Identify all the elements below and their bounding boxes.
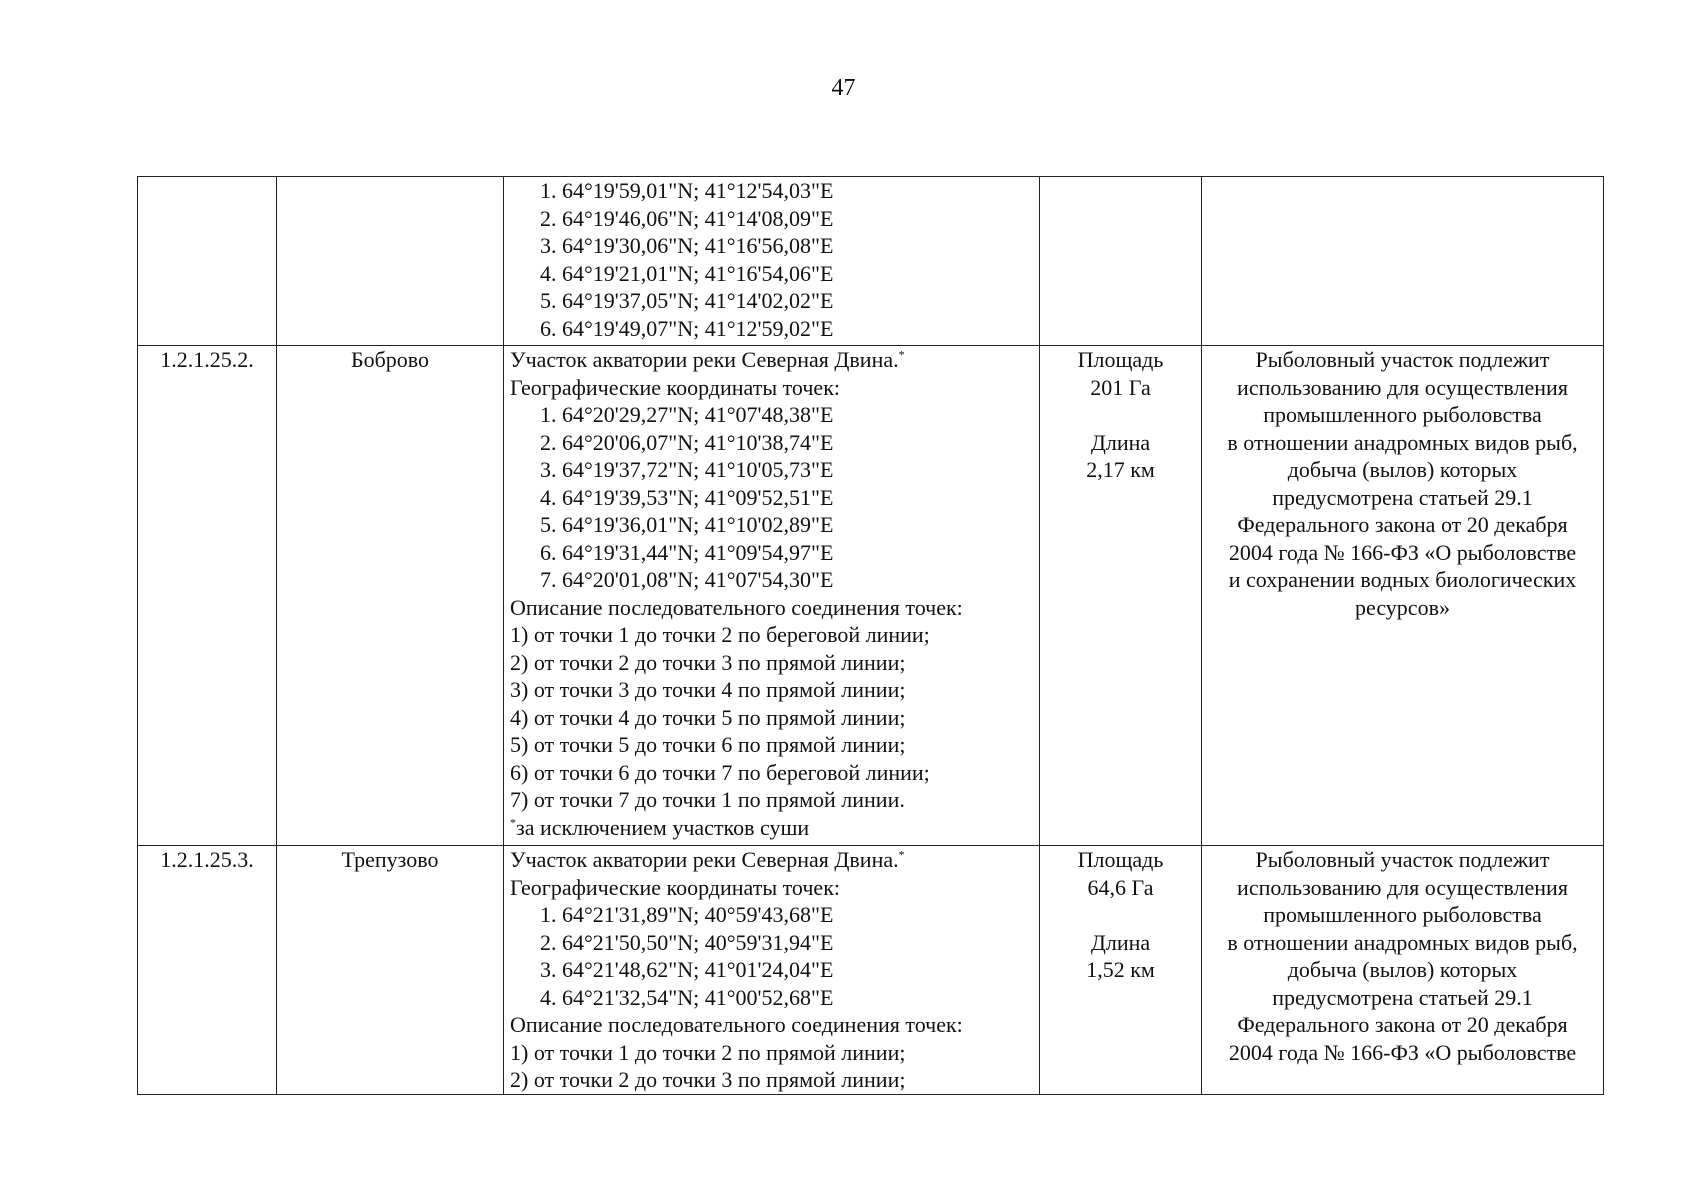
- note-line: и сохранении водных биологических: [1228, 567, 1577, 592]
- area-intro: Участок акватории реки Северная Двина.*: [510, 847, 905, 872]
- coord-item: 4. 64°21'32,54"N; 41°00'52,68"E: [540, 984, 834, 1010]
- connection-label: Описание последовательного соединения точек:: [510, 594, 963, 620]
- coord-item: 4. 64°19'21,01"N; 41°16'54,06"E: [540, 260, 834, 286]
- note-line: Рыболовный участок подлежит: [1255, 347, 1550, 372]
- coord-item: 5. 64°19'37,05"N; 41°14'02,02"E: [540, 288, 834, 313]
- table-row-continuation: [138, 177, 1604, 346]
- note-line: добыча (вылов) которых: [1287, 457, 1518, 482]
- length-label: Длина: [1090, 929, 1151, 955]
- table-row: [138, 346, 1604, 846]
- footnote-mark: *: [510, 815, 516, 830]
- connection-item: 1) от точки 1 до точки 2 по береговой линии;: [510, 622, 930, 647]
- connection-item: 7) от точки 7 до точки 1 по прямой линии.: [510, 787, 905, 812]
- area-value: 201 Га: [1090, 374, 1151, 400]
- table-row: [138, 846, 1604, 1095]
- coord-item: 4. 64°19'39,53"N; 41°09'52,51"E: [540, 484, 834, 510]
- connection-label: Описание последовательного соединения точек:: [510, 1012, 963, 1037]
- note-line: Рыболовный участок подлежит: [1255, 847, 1550, 872]
- note-line: промышленного рыболовства: [1263, 402, 1542, 427]
- connection-item: 1) от точки 1 до точки 2 по прямой линии;: [510, 1039, 906, 1065]
- coord-item: 1. 64°21'31,89"N; 40°59'43,68"E: [540, 902, 834, 927]
- note-cell: [1202, 846, 1604, 1095]
- note-line: 2004 года № 166-ФЗ «О рыболовстве: [1228, 539, 1577, 565]
- coord-item: 1. 64°20'29,27"N; 41°07'48,38"E: [540, 402, 834, 427]
- coord-item: 3. 64°21'48,62"N; 41°01'24,04"E: [540, 957, 834, 982]
- coord-item: 3. 64°19'30,06"N; 41°16'56,08"E: [540, 233, 834, 258]
- area-value: 64,6 Га: [1087, 874, 1154, 900]
- description-cell: [504, 846, 1040, 1095]
- measure-cell: [1040, 346, 1202, 846]
- area-label: Площадь: [1077, 347, 1164, 372]
- coords-label: Географические координаты точек:: [510, 374, 840, 400]
- length-value: 1,52 км: [1086, 957, 1155, 982]
- connection-item: 5) от точки 5 до точки 6 по прямой линии;: [510, 732, 906, 757]
- description-cell: [504, 177, 1040, 346]
- coord-item: 6. 64°19'49,07"N; 41°12'59,02"E: [540, 315, 834, 341]
- note-line: ресурсов»: [1355, 594, 1450, 620]
- area-name-cell: [277, 177, 504, 346]
- note-line: 2004 года № 166-ФЗ «О рыболовстве: [1228, 1039, 1577, 1065]
- note-line: промышленного рыболовства: [1263, 902, 1542, 927]
- description-cell: [504, 346, 1040, 846]
- area-name: Трепузово: [277, 846, 504, 1095]
- coord-item: 3. 64°19'37,72"N; 41°10'05,73"E: [540, 457, 834, 482]
- coords-label: Географические координаты точек:: [510, 874, 840, 900]
- connection-item: 3) от точки 3 до точки 4 по прямой линии;: [510, 677, 906, 702]
- note-cell: [1202, 346, 1604, 846]
- fishing-areas-table: [137, 176, 1604, 1095]
- note-line: предусмотрена статьей 29.1: [1272, 984, 1533, 1010]
- connection-item: 2) от точки 2 до точки 3 по прямой линии;: [510, 1067, 906, 1092]
- coord-item: 2. 64°20'06,07"N; 41°10'38,74"E: [540, 429, 834, 455]
- length-value: 2,17 км: [1086, 457, 1155, 482]
- note-line: использованию для осуществления: [1237, 874, 1568, 900]
- row-number: 1.2.1.25.3.: [138, 846, 277, 1095]
- note-cell: [1202, 177, 1604, 346]
- spacer: [1046, 401, 1195, 429]
- coord-item: 7. 64°20'01,08"N; 41°07'54,30"E: [540, 567, 834, 592]
- coord-item: 6. 64°19'31,44"N; 41°09'54,97"E: [540, 539, 834, 565]
- note-line: в отношении анадромных видов рыб,: [1227, 929, 1578, 955]
- coord-item: 1. 64°19'59,01"N; 41°12'54,03"E: [540, 178, 834, 203]
- note-line: Федерального закона от 20 декабря: [1237, 512, 1568, 537]
- page-number: 47: [831, 75, 856, 101]
- area-label: Площадь: [1077, 847, 1164, 872]
- coord-item: 5. 64°19'36,01"N; 41°10'02,89"E: [540, 512, 834, 537]
- footnote-mark: *: [898, 847, 905, 862]
- connection-item: 2) от точки 2 до точки 3 по прямой линии;: [510, 649, 906, 675]
- note-line: в отношении анадромных видов рыб,: [1227, 429, 1578, 455]
- connection-item: 6) от точки 6 до точки 7 по береговой линии;: [510, 759, 930, 785]
- coord-item: 2. 64°21'50,50"N; 40°59'31,94"E: [540, 929, 834, 955]
- row-number-cell: [138, 177, 277, 346]
- coord-item: 2. 64°19'46,06"N; 41°14'08,09"E: [540, 205, 834, 231]
- note-line: предусмотрена статьей 29.1: [1272, 484, 1533, 510]
- row-number: 1.2.1.25.2.: [138, 346, 277, 846]
- area-name: Боброво: [277, 346, 504, 846]
- length-label: Длина: [1090, 429, 1151, 455]
- connection-item: 4) от точки 4 до точки 5 по прямой линии;: [510, 704, 906, 730]
- measure-cell: [1040, 846, 1202, 1095]
- footnote-mark: *: [898, 347, 905, 362]
- spacer: [1046, 901, 1195, 929]
- footnote: *за исключением участков суши: [510, 814, 810, 840]
- area-intro: Участок акватории реки Северная Двина.*: [510, 347, 905, 372]
- note-line: добыча (вылов) которых: [1287, 957, 1518, 982]
- note-line: использованию для осуществления: [1237, 374, 1568, 400]
- measure-cell: [1040, 177, 1202, 346]
- note-line: Федерального закона от 20 декабря: [1237, 1012, 1568, 1037]
